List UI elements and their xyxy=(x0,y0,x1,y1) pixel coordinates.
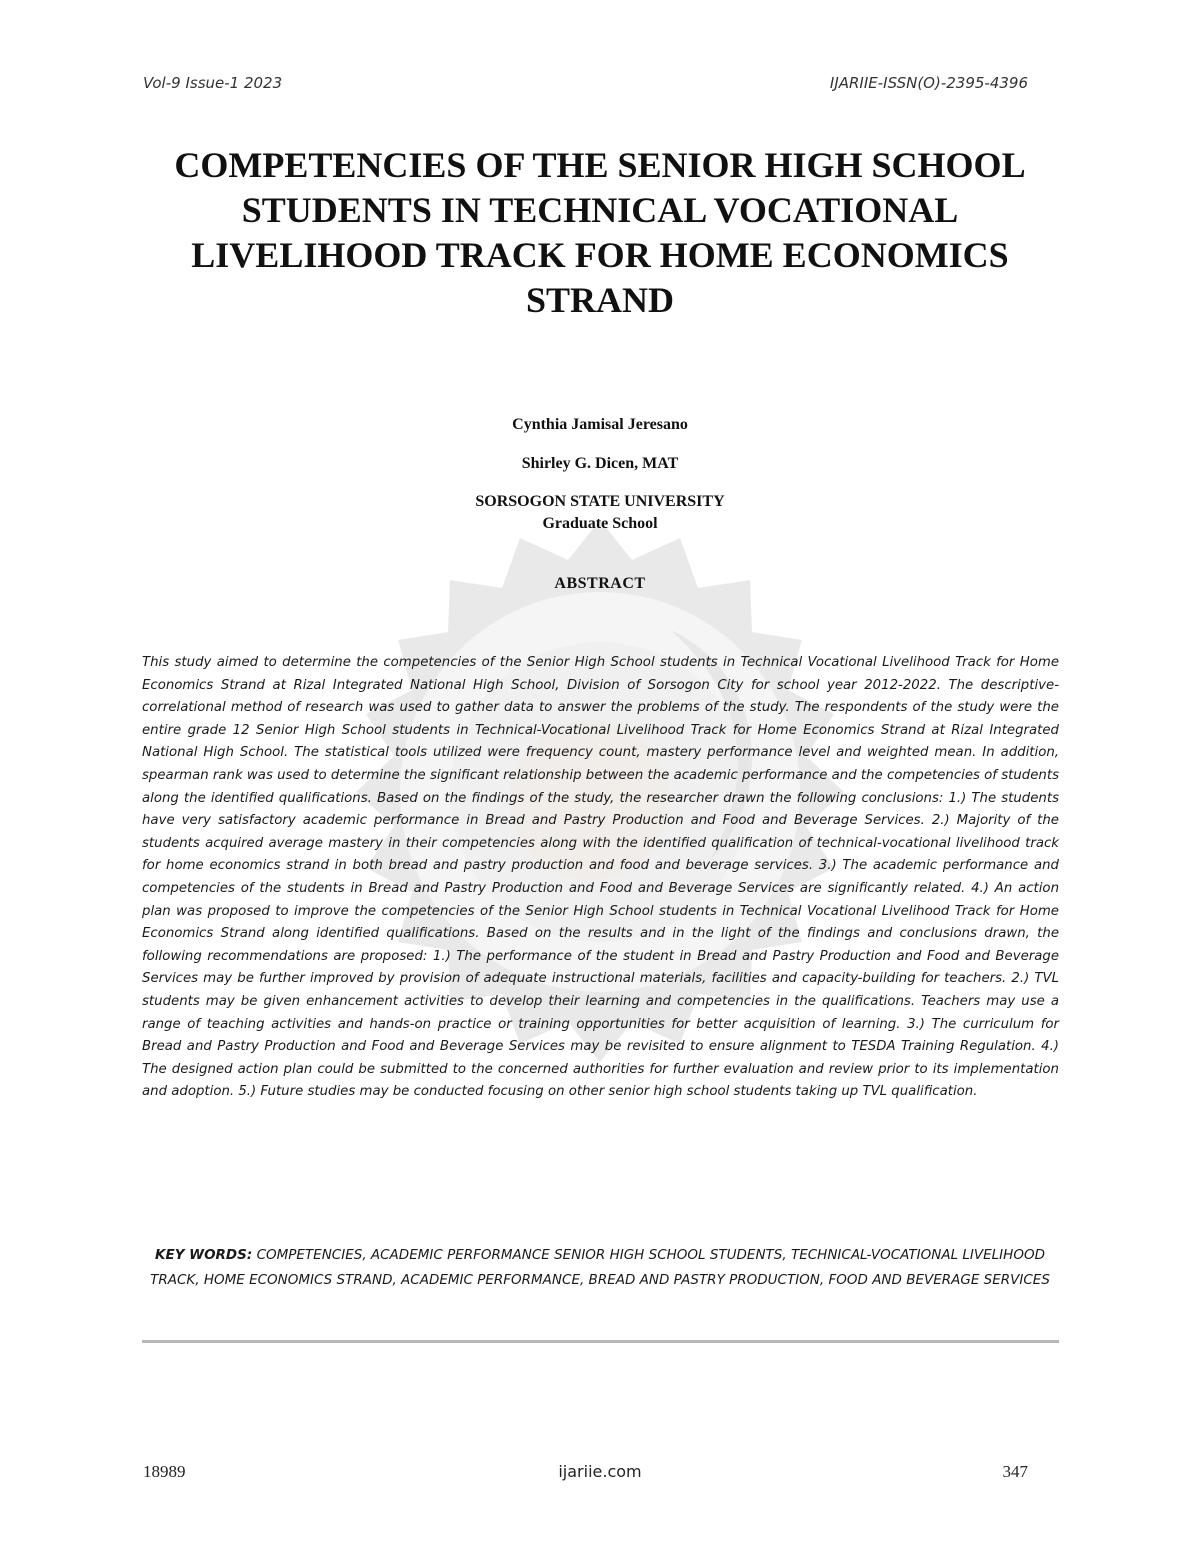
abstract-body: This study aimed to determine the competencies of the Senior High School students in Technical Vocational Livelihood Track for Home Economics Strand at Rizal Integrated National High School, Division of Sorsogon City for school year 2012-2022. The descriptive-correlational method of research was used to gather data to answer the problems of the study. The respondents of the study were the entire grade 12 Senior High School students in Technical-Vocational Livelihood Track for Home Economics Strand at Rizal Integrated National High School. The statistical tools utilized were frequency count, mastery performance level and weighted mean. In addition, spearman rank was used to determine the significant relationship between the academic performance and the competencies of students along the identified qualifications. Based on the findings of the study, the researcher drawn the following conclusions: 1.) The students have very satisfactory academic performance in Bread and Pastry Production and Food and Beverage Services. 2.) Majority of the students acquired average mastery in their competencies along with the identified qualification of technical-vocational livelihood track for home economics strand in both bread and pastry production and food and beverage services. 3.) The academic performance and competencies of the students in Bread and Pastry Production and Food and Beverage Services are significantly related. 4.) An action plan was proposed to improve the competencies of the Senior High School students in Technical Vocational Livelihood Track for Home Economics Strand along identified qualifications. Based on the results and in the light of the findings and conclusions drawn, the following recommendations are proposed: 1.) The performance of the student in Bread and Pastry Production and Food and Beverage Services may be further improved by provision of adequate instructional materials, facilities and capacity-building for teachers. 2.) TVL students may be given enhancement activities to develop their learning and competencies in the qualifications. Teachers may use a range of teaching activities and hands-on practice or training opportunities for better acquisition of learning. 3.) The curriculum for Bread and Pastry Production and Food and Beverage Services may be revisited to ensure alignment to TESDA Training Regulation. 4.) The designed action plan could be submitted to the concerned authorities for further evaluation and review prior to its implementation and adoption. 5.) Future studies may be conducted focusing on other senior high school students taking up TVL qualification. xyxy=(142,655,1059,1100)
keywords-block xyxy=(150,1243,1050,1293)
keywords-text: COMPETENCIES, ACADEMIC PERFORMANCE SENIOR HIGH SCHOOL STUDENTS, TECHNICAL-VOCATIONAL LIVELIHOOD TRACK, HOME ECONOMICS STRAND, ACADEMIC PERFORMANCE, BREAD AND PASTRY PRODUCTION, FOOD AND BEVERAGE SERVICES xyxy=(150,1247,1050,1288)
affiliation-department: Graduate School xyxy=(542,515,658,532)
author-name-2: Shirley G. Dicen, MAT xyxy=(521,455,679,472)
footer-website[interactable]: ijariie.com xyxy=(558,1462,642,1481)
abstract-heading: ABSTRACT xyxy=(554,575,646,592)
footer-paper-id: 18989 xyxy=(143,1462,186,1481)
journal-volume: Vol-9 Issue-1 2023 xyxy=(143,74,283,92)
journal-issn: IJARIIE-ISSN(O)-2395-4396 xyxy=(829,74,1028,92)
section-divider xyxy=(142,1340,1059,1343)
affiliation-university: SORSOGON STATE UNIVERSITY xyxy=(475,493,725,510)
footer-page-number: 347 xyxy=(1002,1462,1028,1481)
author-name-1: Cynthia Jamisal Jeresano xyxy=(512,416,688,433)
paper-title: COMPETENCIES OF THE SENIOR HIGH SCHOOL STUDENTS IN TECHNICAL VOCATIONAL LIVELIHOOD TRACK FOR HOME ECONOMICS STRAND xyxy=(174,145,1026,320)
keywords-label: KEY WORDS: xyxy=(155,1247,253,1263)
